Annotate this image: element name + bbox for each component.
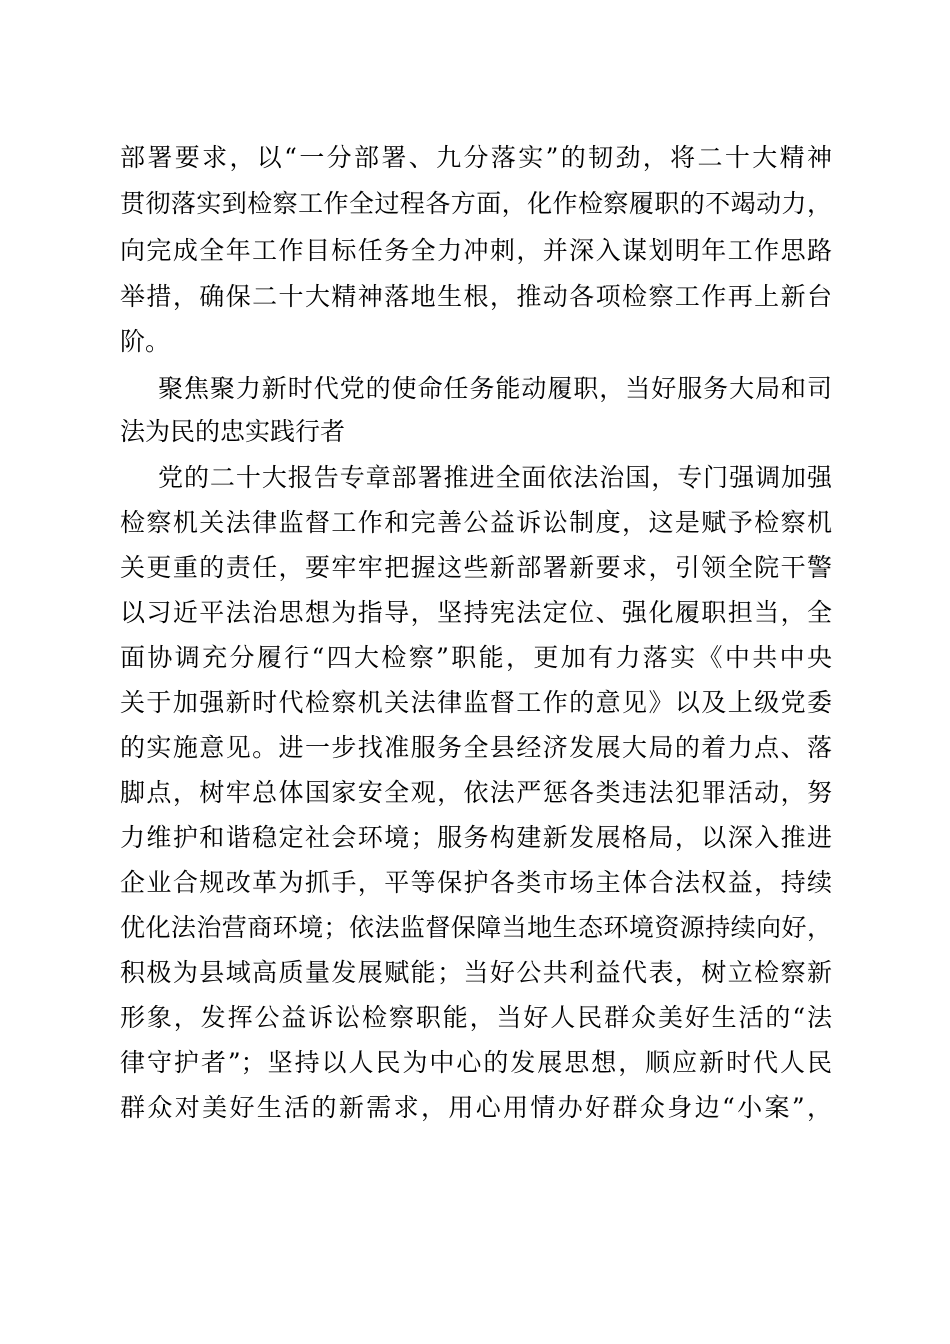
- paragraph-2-line-6: 关于加强新时代检察机关法律监督工作的意见》以及上级党委: [120, 688, 832, 717]
- paragraph-2-line-3: 关更重的责任，要牢牢把握这些新部署新要求，引领全院干警: [120, 553, 832, 582]
- paragraph-2-line-14: 律守护者”；坚持以人民为中心的发展思想，顺应新时代人民: [120, 1048, 832, 1077]
- paragraph-2-line-2: 检察机关法律监督工作和完善公益诉讼制度，这是赋予检察机: [120, 508, 832, 537]
- paragraph-2-line-15: 群众对美好生活的新需求，用心用情办好群众身边“小案”，: [120, 1093, 832, 1122]
- paragraph-1-line-3: 向完成全年工作目标任务全力冲刺，并深入谋划明年工作思路: [120, 236, 832, 265]
- heading-line-1: 聚焦聚力新时代党的使命任务能动履职，当好服务大局和司: [158, 374, 832, 403]
- paragraph-2-line-4: 以习近平法治思想为指导，坚持宪法定位、强化履职担当，全: [120, 598, 832, 627]
- paragraph-2-line-5: 面协调充分履行“四大检察”职能，更加有力落实《中共中央: [120, 643, 832, 672]
- paragraph-2-line-1: 党的二十大报告专章部署推进全面依法治国，专门强调加强: [158, 463, 832, 492]
- paragraph-2-line-13: 形象，发挥公益诉讼检察职能，当好人民群众美好生活的“法: [120, 1003, 832, 1032]
- paragraph-1-line-2: 贯彻落实到检察工作全过程各方面，化作检察履职的不竭动力，: [120, 189, 832, 218]
- paragraph-2-line-8: 脚点，树牢总体国家安全观，依法严惩各类违法犯罪活动，努: [120, 778, 832, 807]
- paragraph-2-line-12: 积极为县域高质量发展赋能；当好公共利益代表，树立检察新: [120, 958, 832, 987]
- paragraph-2-line-11: 优化法治营商环境；依法监督保障当地生态环境资源持续向好，: [120, 913, 832, 942]
- paragraph-1-line-1: 部署要求，以“一分部署、九分落实”的韧劲，将二十大精神: [120, 143, 832, 172]
- paragraph-2-line-9: 力维护和谐稳定社会环境；服务构建新发展格局，以深入推进: [120, 823, 832, 852]
- paragraph-2-line-7: 的实施意见。进一步找准服务全县经济发展大局的着力点、落: [120, 733, 832, 762]
- heading-line-2: 法为民的忠实践行者: [120, 417, 346, 446]
- paragraph-2-line-10: 企业合规改革为抓手，平等保护各类市场主体合法权益，持续: [120, 868, 832, 897]
- paragraph-1-line-5: 阶。: [120, 327, 171, 356]
- paragraph-1-line-4: 举措，确保二十大精神落地生根，推动各项检察工作再上新台: [120, 282, 832, 311]
